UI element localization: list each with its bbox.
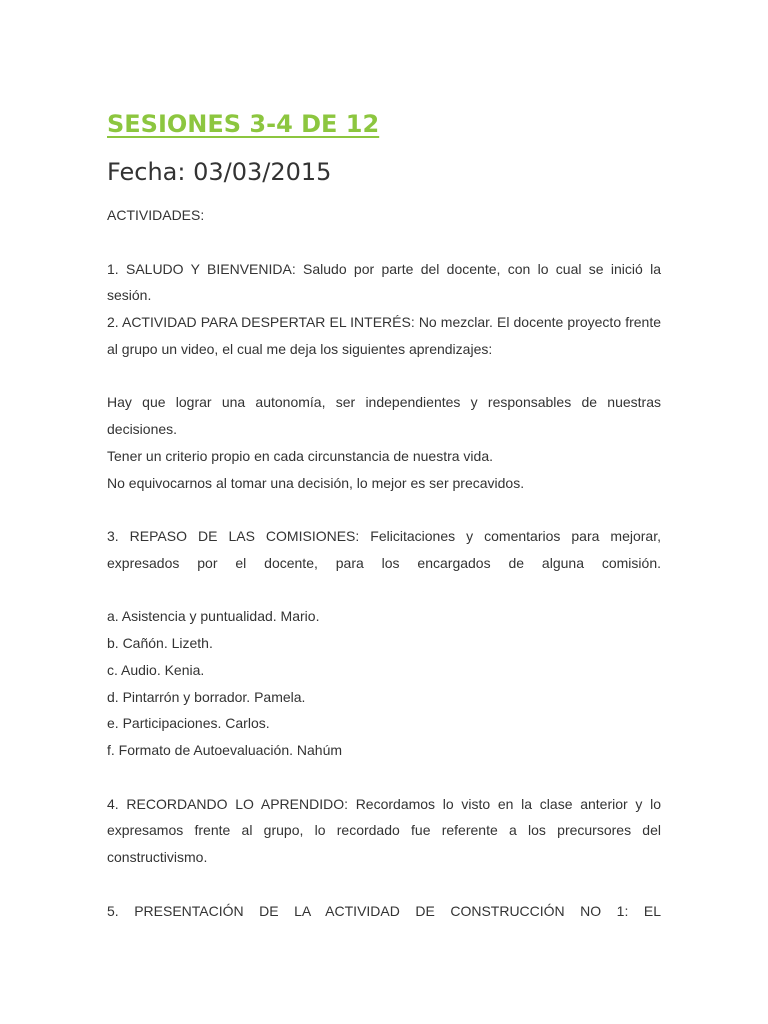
commission-item-b: b. Cañón. Lizeth. [107, 635, 213, 651]
activity-item-1: 1. SALUDO Y BIENVENIDA: Saludo por parte del docente, con lo cual se inició la sesión. [107, 260, 661, 304]
commission-item-e: e. Participaciones. Carlos. [107, 715, 270, 732]
document-body [107, 202, 661, 924]
date-line: Fecha: 03/03/2015 [107, 158, 332, 186]
commission-item-c: c. Audio. Kenia. [107, 661, 205, 678]
activity-item-2: 2. ACTIVIDAD PARA DESPERTAR EL INTERÉS: No mezclar. El docente proyecto frente al grupo un video, el cual me deja los siguientes aprendizajes: [107, 314, 661, 357]
commission-item-a: a. Asistencia y puntualidad. Mario. [107, 608, 320, 625]
activity-item-5: 5. PRESENTACIÓN DE LA ACTIVIDAD DE CONSTRUCCIÓN NO 1: EL [107, 902, 661, 919]
learning-item-2: Tener un criterio propio en cada circunstancia de nuestra vida. [107, 447, 493, 464]
document-title: SESIONES 3-4 DE 12 [107, 110, 380, 138]
commission-item-f: f. Formato de Autoevaluación. Nahúm [107, 742, 343, 758]
learning-item-3: No equivocarnos al tomar una decisión, lo mejor es ser precavidos. [107, 474, 525, 491]
commission-item-d: d. Pintarrón y borrador. Pamela. [107, 688, 306, 705]
activities-heading: ACTIVIDADES: [107, 207, 205, 223]
activity-item-4: 4. RECORDANDO LO APRENDIDO: Recordamos lo visto en la clase anterior y lo expresamos frente al grupo, lo recordado fue referente a los precursores del constructivismo. [107, 795, 661, 865]
activity-item-3: 3. REPASO DE LAS COMISIONES: Felicitaciones y comentarios para mejorar, expresados por el docente, para los encargados de alguna comisión. [107, 528, 661, 571]
learning-item-1: Hay que lograr una autonomía, ser independientes y responsables de nuestras decisiones. [107, 394, 661, 437]
